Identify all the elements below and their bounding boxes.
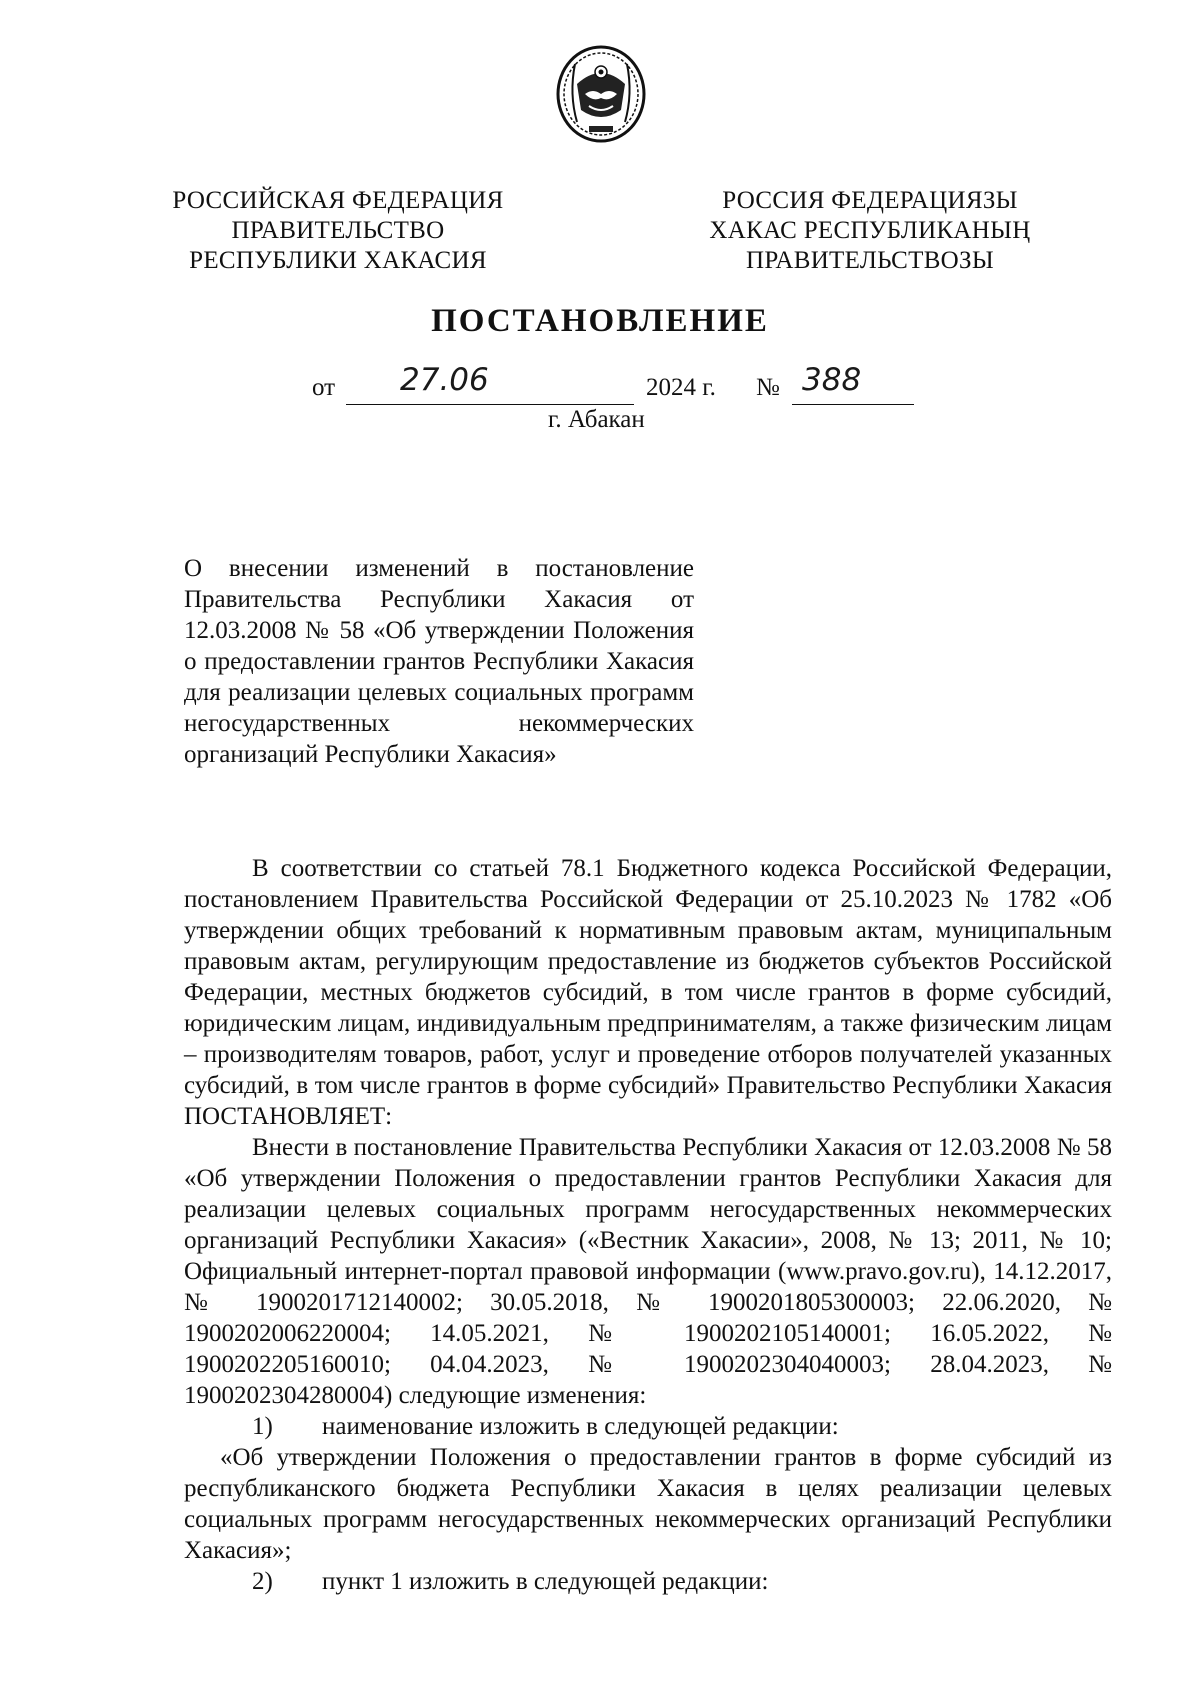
document-type-title: ПОСТАНОВЛЕНИЕ	[431, 303, 769, 339]
header-left-line: РЕСПУБЛИКИ ХАКАСИЯ	[189, 247, 487, 274]
document-body	[184, 853, 1112, 1597]
list-item-number: 2)	[252, 1568, 273, 1595]
date-prefix: от	[312, 374, 336, 401]
header-left	[168, 186, 508, 276]
header-right-line: ХАКАС РЕСПУБЛИКАНЫҢ	[709, 217, 1031, 244]
quoted-title: «Об утверждении Положения о предоставлении грантов в форме субсидий из республиканского бюджета Республики Хакасия в целях реализации целевых социальных программ негосударственных некоммерческих организаций Республики Хакасия»;	[184, 1444, 1112, 1564]
document-subject: О внесении изменений в постановление Правительства Республики Хакасия от 12.03.2008 № 58 «Об утверждении Положения о предоставлении грантов Республики Хакасия для реализации целевых социальных программ негосударственных некоммерческих организаций Республики Хакасия»	[184, 555, 694, 768]
khakassia-coat-of-arms-icon	[555, 44, 647, 144]
city: г. Абакан	[548, 406, 645, 433]
header-left-line: РОССИЙСКАЯ ФЕДЕРАЦИЯ	[172, 187, 504, 214]
number-underline	[792, 404, 914, 405]
list-item	[184, 1566, 1112, 1597]
handwritten-number: 388	[802, 362, 862, 398]
number-label: №	[756, 374, 780, 401]
header-right	[690, 186, 1050, 276]
header-right-line: ПРАВИТЕЛЬСТВОЗЫ	[746, 247, 994, 274]
list-item	[184, 1411, 1112, 1442]
date-underline	[346, 404, 634, 405]
header-right-line: РОССИЯ ФЕДЕРАЦИЯЗЫ	[722, 187, 1018, 214]
date-year: 2024 г.	[646, 374, 716, 401]
list-item-text: пункт 1 изложить в следующей редакции:	[322, 1568, 769, 1595]
body-paragraph-preamble: В соответствии со статьей 78.1 Бюджетного кодекса Российской Федерации, постановлением Правительства Российской Федерации от 25.10.2023 № 1782 «Об утверждении общих требований к нормативным правовым актам, муниципальным правовым актам, регулирующим предоставление из бюджетов субъектов Российской Федерации, местных бюджетов субсидий, в том числе грантов в форме субсидий, юридическим лицам, индивидуальным предпринимателям, а также физическим лицам – производителям товаров, работ, услуг и проведение отборов получателей указанных субсидий, в том числе грантов в форме субсидий» Правительство Республики Хакасия ПОСТАНОВЛЯЕТ:	[184, 855, 1112, 1130]
header-left-line: ПРАВИТЕЛЬСТВО	[231, 217, 445, 244]
list-item-number: 1)	[252, 1413, 273, 1440]
list-item-text: наименование изложить в следующей редакции:	[322, 1413, 839, 1440]
handwritten-date: 27.06	[400, 362, 489, 398]
body-paragraph-amendment: Внести в постановление Правительства Республики Хакасия от 12.03.2008 № 58 «Об утверждении Положения о предоставлении грантов Республики Хакасия для реализации целевых социальных программ негосударственных некоммерческих организаций Республики Хакасия» («Вестник Хакасии», 2008, № 13; 2011, № 10; Официальный интернет-портал правовой информации (www.pravo.gov.ru), 14.12.2017, № 1900201712140002; 30.05.2018, № 1900201805300003; 22.06.2020, № 1900202006220004; 14.05.2021, № 1900202105140001; 16.05.2022, № 1900202205160010; 04.04.2023, № 1900202304040003; 28.04.2023, № 1900202304280004) следующие изменения:	[184, 1134, 1112, 1409]
